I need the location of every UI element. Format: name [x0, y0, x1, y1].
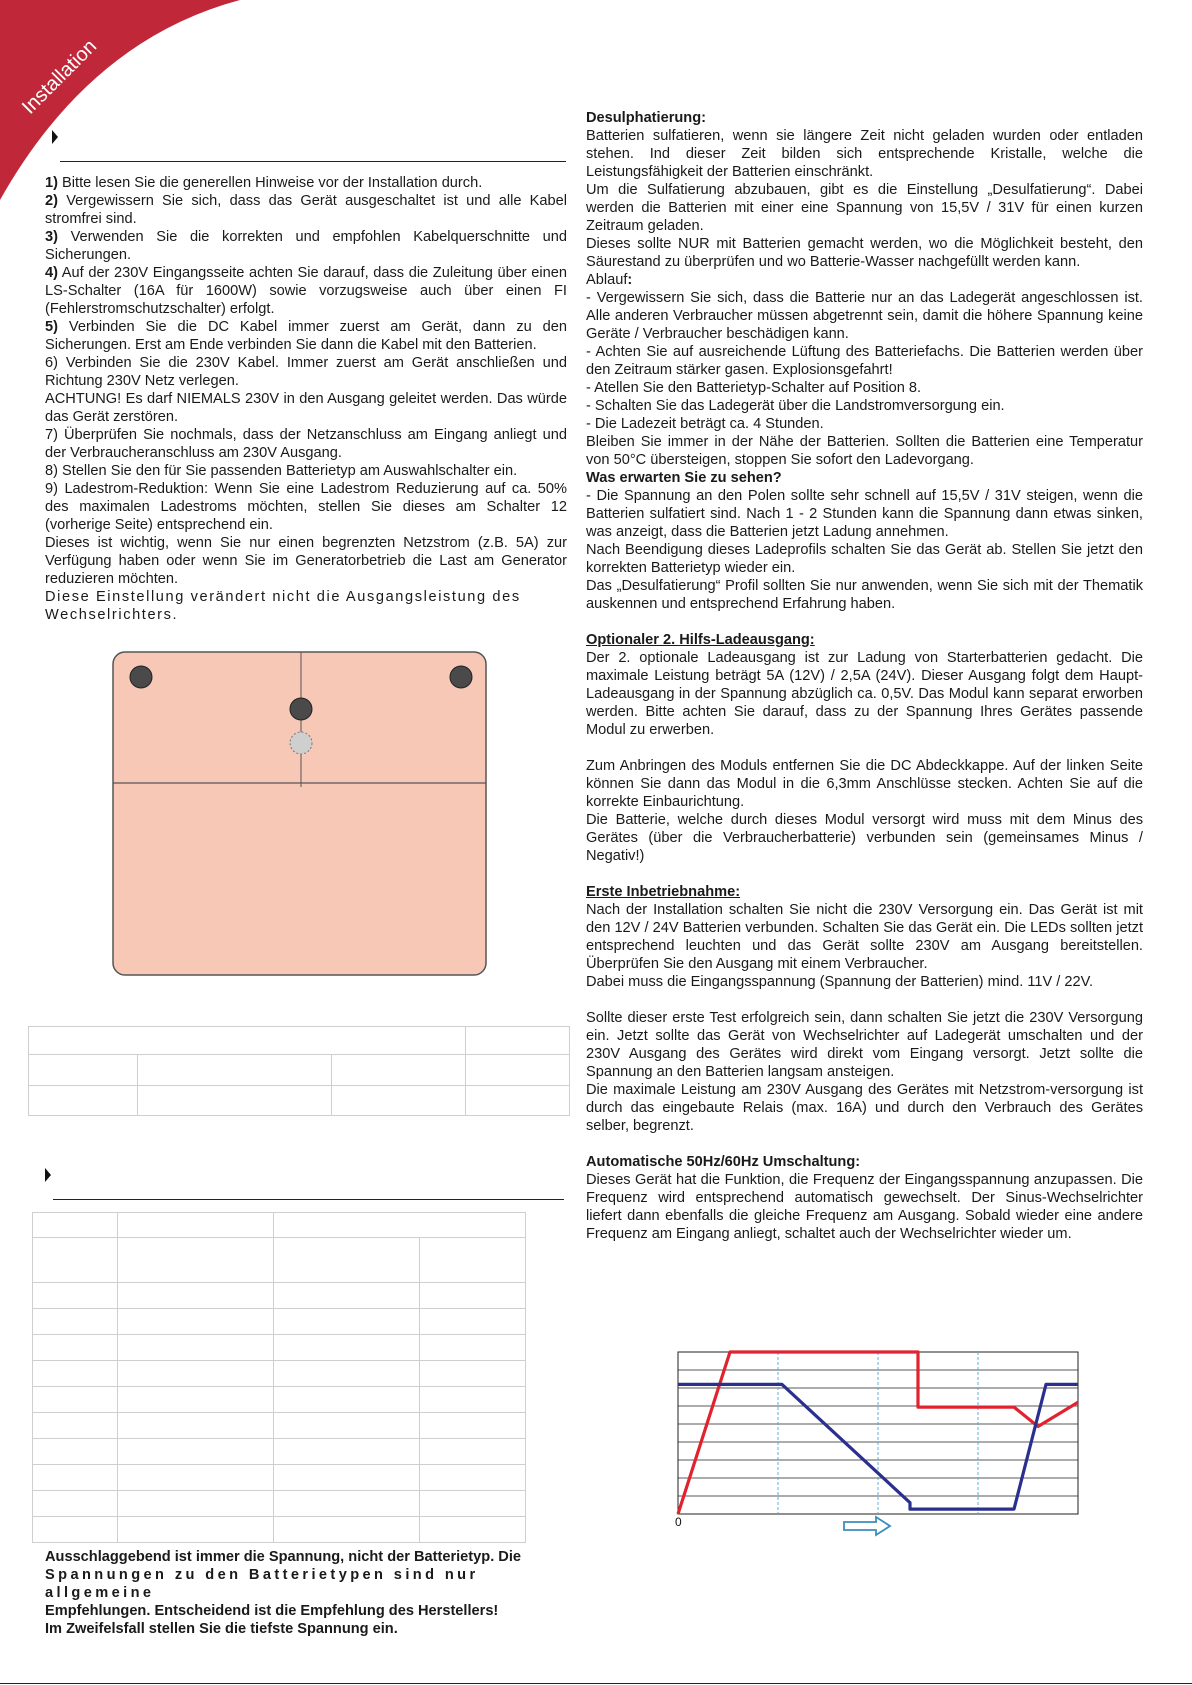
installation-steps: [45, 174, 567, 624]
install-step: 4) Auf der 230V Eingangsseite achten Sie darauf, dass die Zuleitung über einen LS-Schalter (16A für 1600W) sowie vorzugsweise auch über einen FI (Fehlerstromschutzschalter) erfolgt.: [45, 265, 567, 317]
section-header-battery-types: [45, 1160, 564, 1200]
switch-knob: [290, 698, 312, 720]
desulph-para: Um die Sulfatierung abzubauen, gibt es die Einstellung „Desulfatierung“. Dabei werden die Batterien mit einer eine Spannung von 15,5V / 31V für einen kurzen Zeitraum geladen.: [586, 182, 1143, 234]
header-rule: [60, 161, 566, 162]
install-step: 8) Stellen Sie den für Sie passenden Batterietyp am Auswahlschalter ein.: [45, 463, 518, 479]
mount-hole-left: [130, 666, 152, 688]
ablauf-item: Bleiben Sie immer in der Nähe der Batterien. Sollten die Batterien eine Temperatur von 50°C übersteigen, stoppen Sie sofort den Ladevorgang.: [586, 434, 1143, 468]
mount-hole-right: [450, 666, 472, 688]
ablauf-label: Ablauf:: [586, 272, 633, 288]
first-use-title: Erste Inbetriebnahme:: [586, 884, 741, 900]
x-tick-label: 0: [675, 1515, 682, 1529]
voltage-note: [45, 1548, 567, 1638]
ablauf-item: - Schalten Sie das Ladegerät über die Landstromversorgung ein.: [586, 398, 1005, 414]
note-line: Empfehlungen. Entscheidend ist die Empfehlung des Herstellers!: [45, 1603, 499, 1619]
desulph-para: Batterien sulfatieren, wenn sie längere Zeit nicht geladen wurden oder entladen stehen. Ind dieser Zeit bilden sich entsprechende Kristalle, welche die Leistungsfähigkeit der Batterien einschränkt.: [586, 128, 1143, 180]
ablauf-item: - Atellen Sie den Batterietyp-Schalter auf Position 8.: [586, 380, 922, 396]
expect-para: Nach Beendigung dieses Ladeprofils schalten Sie das Gerät ab. Stellen Sie jetzt den korrekten Batterietyp wieder ein.: [586, 542, 1143, 576]
installation-label: Installation: [17, 35, 102, 119]
ablauf-item: - Vergewissern Sie sich, dass die Batterie nur an das Ladegerät angeschlossen ist. Alle anderen Verbraucher müssen abgetrennt sein, damit die höhere Spannung keine Geräte / Verbraucher beschädigen kann.: [586, 290, 1143, 342]
charging-curve-chart: [660, 1340, 1080, 1540]
optional-output-title: Optionaler 2. Hilfs-Ladeausgang:: [586, 632, 815, 648]
optional-para: Zum Anbringen des Moduls entfernen Sie die DC Abdeckkappe. Auf der linken Seite können Sie dann das Modul in die 6,3mm Anschlüsse stecken. Achten Sie auf die korrekte Einbaurichtung.: [586, 758, 1143, 810]
right-column: [586, 109, 1143, 1243]
triangle-marker-icon: [52, 130, 58, 144]
optional-para: Der 2. optionale Ladeausgang ist zur Ladung von Starterbatterien gedacht. Die maximale Leistung beträgt 5A (12V) / 2,5A (24V). Dieser Ausgang folgt dem Haupt-Ladeausgang in der Spannung abzüglich ca. 0,5V. Das Modul kann separat erworben werden. Bitte achten Sie darauf, dass zu der Spannung Ihres Gerätes passende Modul zu erwerben.: [586, 650, 1143, 738]
install-step: 2) Vergewissern Sie sich, dass das Gerät ausgeschaltet ist und alle Kabel stromfrei sind.: [45, 193, 567, 227]
note-line: Spannungen zu den Batterietypen sind nur allgemeine: [45, 1567, 479, 1601]
first-use-para: Nach der Installation schalten Sie nicht die 230V Versorgung ein. Das Gerät ist mit den 12V / 24V Batterien verbunden. Schalten Sie das Gerät ein. Die LEDs sollten jetzt entsprechend leuchten und das Gerät sollte 230V am Ausgang bereitstellen. Überprüfen Sie den Ausgang mit einem Verbraucher.: [586, 902, 1143, 972]
install-step: 3) Verwenden Sie die korrekten und empfohlen Kabelquerschnitte und Sicherungen.: [45, 229, 567, 263]
expect-para: Das „Desulfatierung“ Profil sollten Sie nur anwenden, wenn Sie sich mit der Thematik auskennen und entsprechend Erfahrung haben.: [586, 578, 1143, 612]
auto-freq-title: Automatische 50Hz/60Hz Umschaltung:: [586, 1154, 861, 1170]
install-step: 7) Überprüfen Sie nochmals, dass der Netzanschluss am Eingang anliegt und der Verbraucheranschluss am 230V Ausgang.: [45, 427, 567, 461]
header-rule: [53, 1199, 564, 1200]
triangle-marker-icon: [45, 1168, 51, 1182]
install-step: 9) Ladestrom-Reduktion: Wenn Sie eine Ladestrom Reduzierung auf ca. 50% des maximalen Ladestroms möchten, stellen Sie dieses am Schalter 12 (vorherige Seite) entsprechend ein.: [45, 481, 567, 533]
install-step: 6) Verbinden Sie die 230V Kabel. Immer zuerst am Gerät anschließen und Richtung 230V Netz verlegen.: [45, 355, 567, 389]
switch-knob-ghost: [290, 732, 312, 754]
footer-rule: [0, 1683, 1192, 1684]
first-use-para: Die maximale Leistung am 230V Ausgang des Gerätes mit Netzstrom-versorgung ist durch das eingebaute Relais (max. 16A) und durch den Verbrauch des Gerätes selber, begrenzt.: [586, 1082, 1143, 1134]
auto-freq-para: Dieses Gerät hat die Funktion, die Frequenz der Eingangsspannung anzupassen. Die Frequenz wird entsprechend automatisch gewechselt. Der Sinus-Wechselrichter liefert dann ebenfalls die gleiche Frequenz am Ausgang. Sobald wieder eine andere Frequenz am Eingang anliegt, schaltet auch der Wechselrichter wieder um.: [586, 1172, 1143, 1242]
time-arrow-icon: [844, 1517, 890, 1535]
first-use-para: Dabei muss die Eingangsspannung (Spannung der Batterien) mind. 11V / 22V.: [586, 974, 1094, 990]
install-step: Dieses ist wichtig, wenn Sie nur einen begrenzten Netzstrom (z.B. 5A) zur Verfügung haben oder wenn Sie im Generatorbetrieb die Last am Generator reduzieren möchten.: [45, 535, 567, 587]
device-panel-diagram: [112, 651, 487, 976]
output-note: Diese Einstellung verändert nicht die Ausgangsleistung des Wechselrichters.: [45, 589, 521, 623]
note-line: Im Zweifelsfall stellen Sie die tiefste Spannung ein.: [45, 1621, 398, 1637]
install-step: 1) Bitte lesen Sie die generellen Hinweise vor der Installation durch.: [45, 175, 483, 191]
note-line: Ausschlaggebend ist immer die Spannung, nicht der Batterietyp. Die: [45, 1549, 522, 1565]
desulph-title: Desulphatierung:: [586, 110, 706, 126]
settings-table-1: [28, 1026, 570, 1116]
optional-para: Die Batterie, welche durch dieses Modul versorgt wird muss mit dem Minus des Gerätes (über die Verbraucherbatterie) verbunden sein (gemeinsames Minus / Negativ!): [586, 812, 1143, 864]
ablauf-item: - Achten Sie auf ausreichende Lüftung des Batteriefachs. Die Batterien werden über den Zeitraum stärker gasen. Explosionsgefahrt!: [586, 344, 1143, 378]
first-use-para: Sollte dieser erste Test erfolgreich sein, dann schalten Sie jetzt die 230V Versorgung ein. Jetzt sollte das Gerät von Wechselrichter auf Ladegerät umschalten und der 230V Ausgang des Gerätes wird direkt vom Eingang versorgt. Jetzt sollte die Spannung an den Batterien langsam ansteigen.: [586, 1010, 1143, 1080]
desulph-para: Dieses sollte NUR mit Batterien gemacht werden, wo die Möglichkeit besteht, den Säurestand zu überprüfen und wo Batterie-Wasser nachgefüllt werden kann.: [586, 236, 1143, 270]
expect-para: - Die Spannung an den Polen sollte sehr schnell auf 15,5V / 31V steigen, wenn die Batterien sulfatiert sind. Nach 1 - 2 Stunden kann die Spannung dann etwas sinken, was anzeigt, dass die Batterien jetzt Ladung annehmen.: [586, 488, 1143, 540]
expect-title: Was erwarten Sie zu sehen?: [586, 470, 782, 486]
install-step: 5) Verbinden Sie die DC Kabel immer zuerst am Gerät, dann zu den Sicherungen. Erst am Ende verbinden Sie dann die Kabel mit den Batterien.: [45, 319, 567, 353]
section-header-installation: [52, 122, 566, 162]
battery-type-table: [32, 1212, 526, 1543]
install-step: ACHTUNG! Es darf NIEMALS 230V in den Ausgang geleitet werden. Das würde das Gerät zerstören.: [45, 391, 567, 425]
ablauf-item: - Die Ladezeit beträgt ca. 4 Stunden.: [586, 416, 824, 432]
